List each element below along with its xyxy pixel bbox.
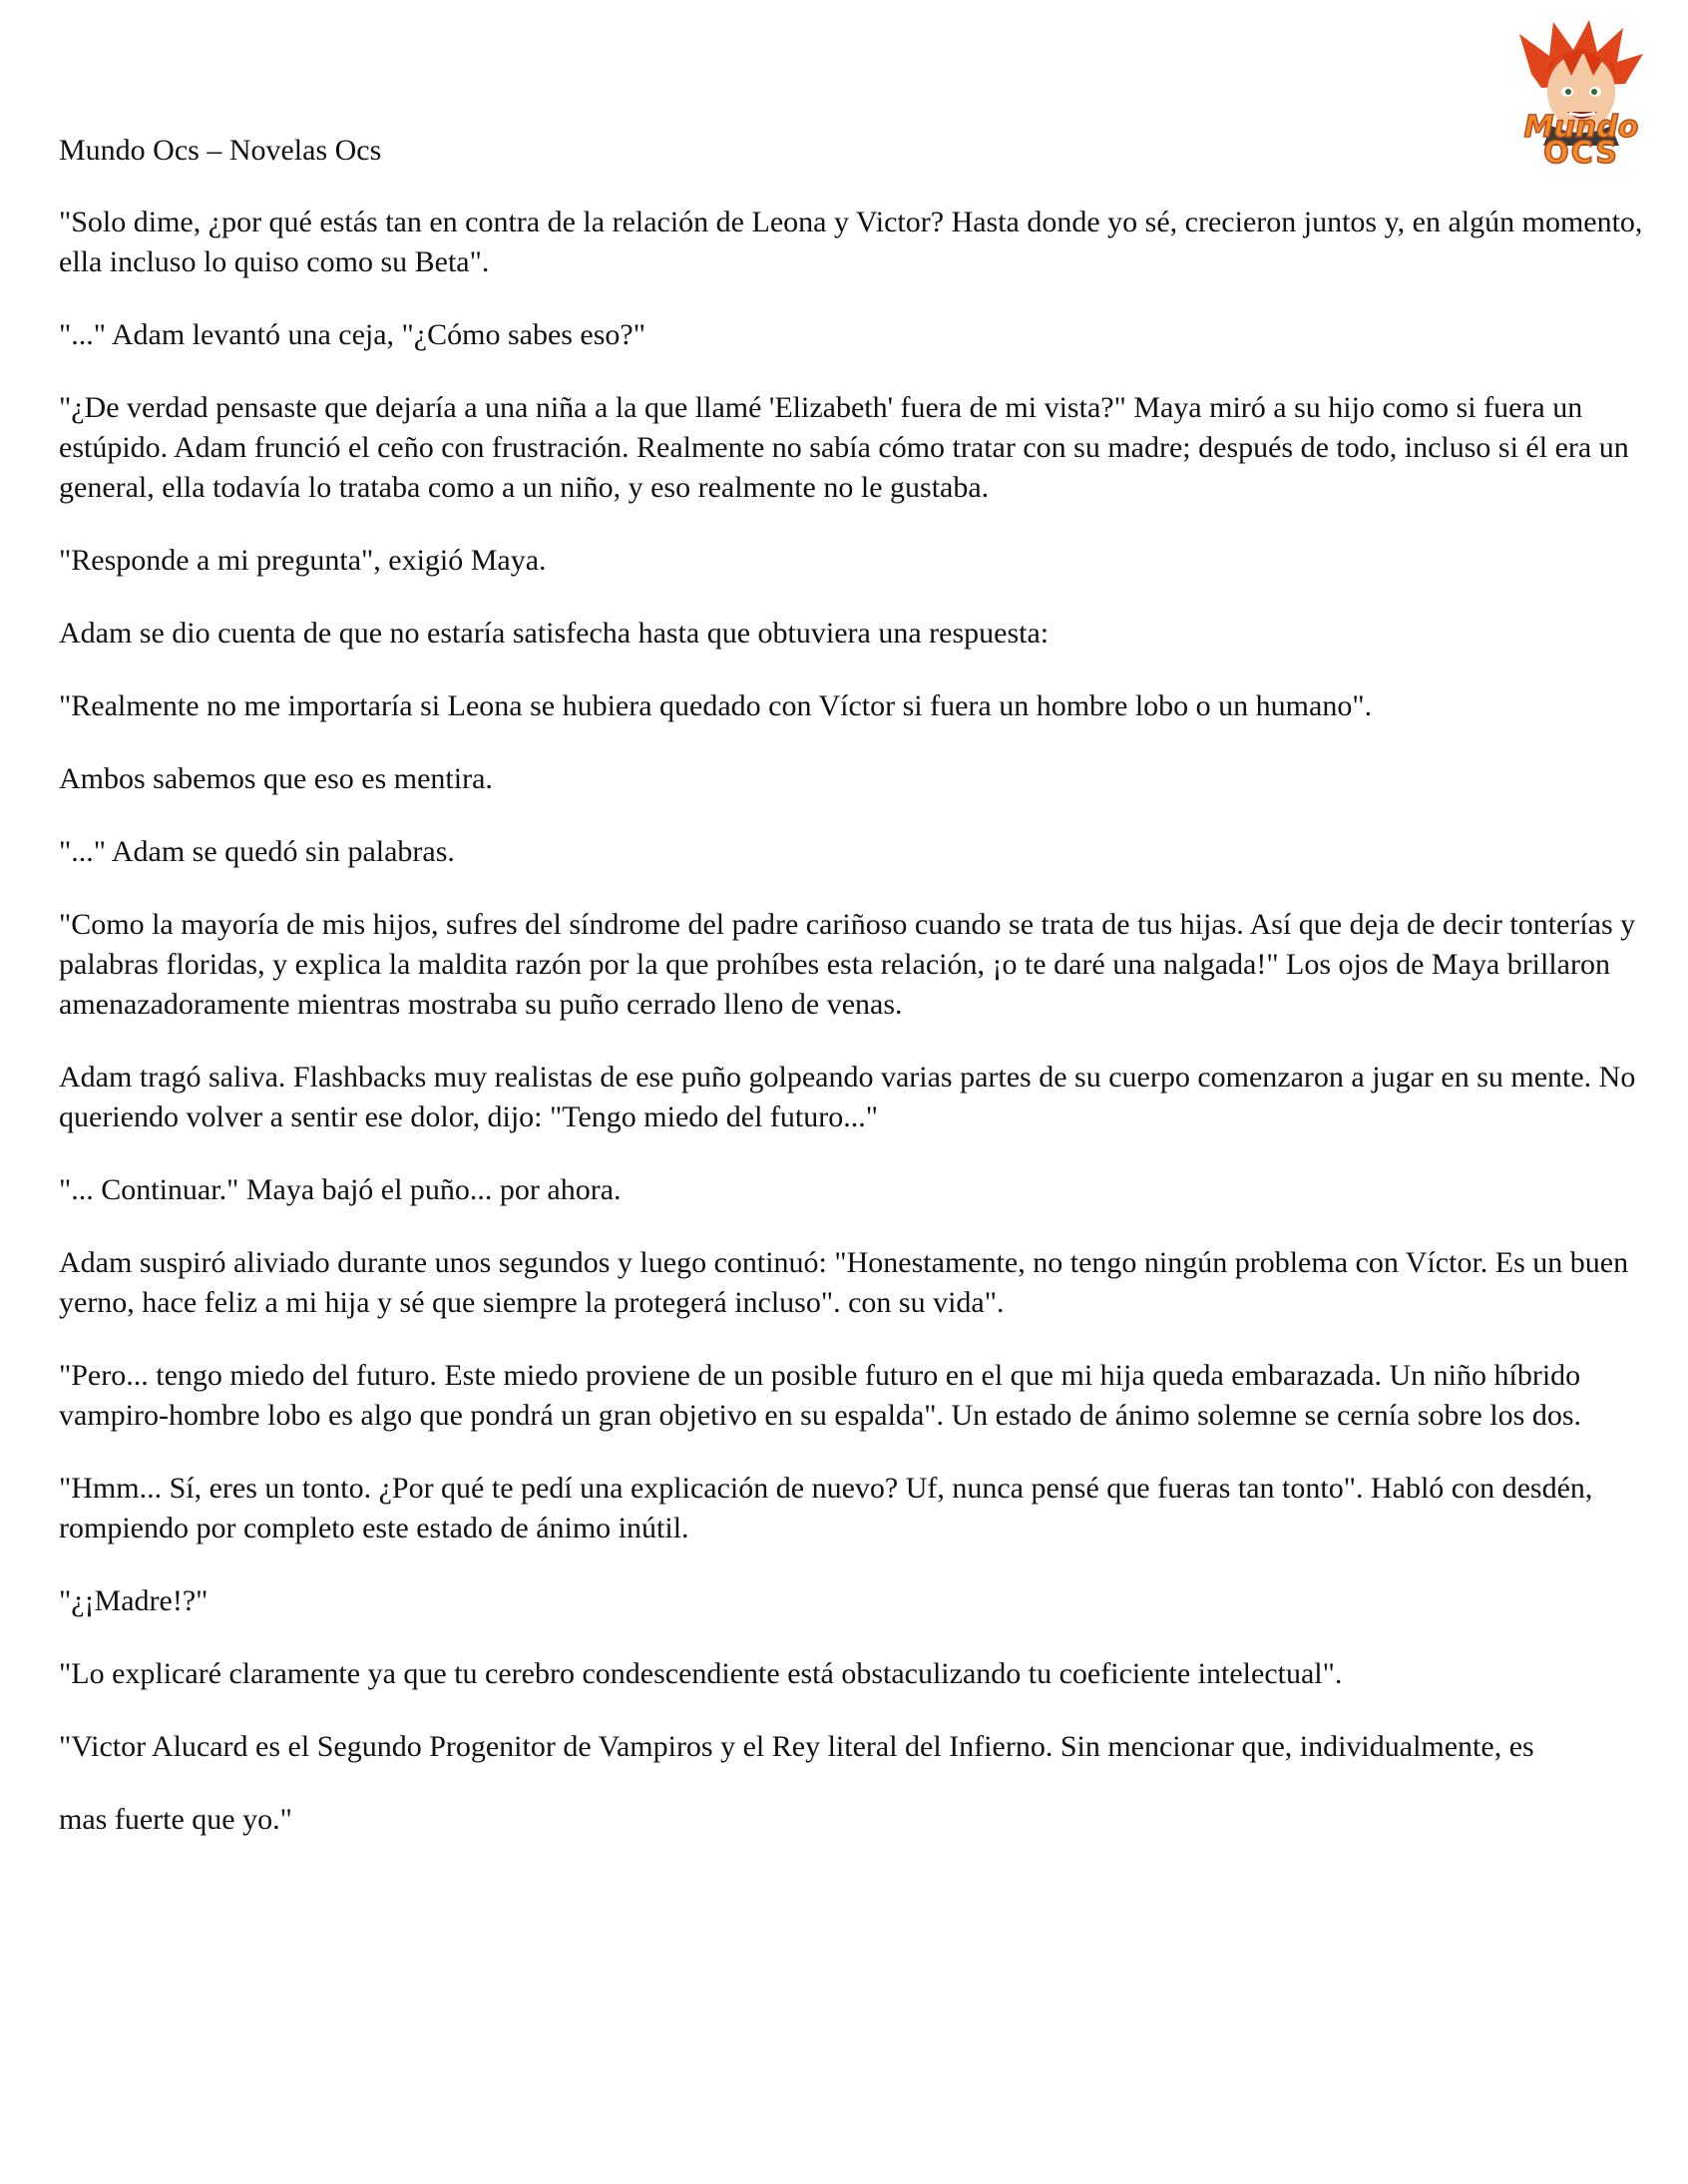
paragraph: "Hmm... Sí, eres un tonto. ¿Por qué te pedí una explicación de nuevo? Uf, nunca pensé que fueras tan tonto". Habló con desdén, rompiendo por completo este estado de ánimo inútil. [59,1472,1593,1544]
paragraph: "Victor Alucard es el Segundo Progenitor de Vampiros y el Rey literal del Infierno. Sin mencionar que, individualmente, es [59,1730,1534,1763]
logo-text-bottom: OCS [1543,136,1619,171]
paragraph: "..." Adam levantó una ceja, "¿Cómo sabes eso?" [59,318,645,351]
paragraph: "¿De verdad pensaste que dejaría a una niña a la que llamé 'Elizabeth' fuera de mi vista?" Maya miró a su hijo como si fuera un estúpido. Adam frunció el ceño con frustración. Realmente no sabía cómo tratar con su madre; después de todo, incluso si él era un general, ella todavía lo trataba como a un niño, y eso realmente no le gustaba. [59,391,1629,504]
paragraph: Adam suspiró aliviado durante unos segundos y luego continuó: "Honestamente, no tengo ningún problema con Víctor. Es un buen yerno, hace feliz a mi hija y sé que siempre la protegerá incluso". con su vida". [59,1246,1629,1319]
paragraph: "Solo dime, ¿por qué estás tan en contra de la relación de Leona y Victor? Hasta donde yo sé, crecieron juntos y, en algún momento, ella incluso lo quiso como su Beta". [59,206,1643,278]
paragraph: "Lo explicaré claramente ya que tu cerebro condescendiente está obstaculizando tu coeficiente intelectual". [59,1657,1343,1690]
page-header: Mundo Ocs – Novelas Ocs [59,134,382,167]
mundo-ocs-logo [1501,14,1661,174]
paragraph: "..." Adam se quedó sin palabras. [59,835,455,868]
paragraph: "... Continuar." Maya bajó el puño... por ahora. [59,1173,622,1206]
paragraph: "Pero... tengo miedo del futuro. Este miedo proviene de un posible futuro en el que mi hija queda embarazada. Un niño híbrido vampiro-hombre lobo es algo que pondrá un gran objetivo en su espalda". Un estado de ánimo solemne se cernía sobre los dos. [59,1359,1582,1432]
paragraph: Adam tragó saliva. Flashbacks muy realistas de ese puño golpeando varias partes de su cuerpo comenzaron a jugar en su mente. No queriendo volver a sentir ese dolor, dijo: "Tengo miedo del futuro..." [59,1061,1636,1133]
story-body [59,203,1655,1873]
paragraph: "¿¡Madre!?" [59,1584,209,1617]
paragraph: Adam se dio cuenta de que no estaría satisfecha hasta que obtuviera una respuesta: [59,617,1050,650]
logo-text-top: Mundo [1523,110,1639,145]
paragraph: "Realmente no me importaría si Leona se hubiera quedado con Víctor si fuera un hombre lobo o un humano". [59,689,1373,722]
paragraph: mas fuerte que yo." [59,1803,292,1836]
paragraph: "Responde a mi pregunta", exigió Maya. [59,544,547,577]
paragraph: Ambos sabemos que eso es mentira. [59,762,493,795]
paragraph: "Como la mayoría de mis hijos, sufres del síndrome del padre cariñoso cuando se trata de tus hijas. Así que deja de decir tonterías y palabras floridas, y explica la maldita razón por la que prohíbes esta relación, ¡o te daré una nalgada!" Los ojos de Maya brillaron amenazadoramente mientras mostraba su puño cerrado lleno de venas. [59,908,1636,1021]
